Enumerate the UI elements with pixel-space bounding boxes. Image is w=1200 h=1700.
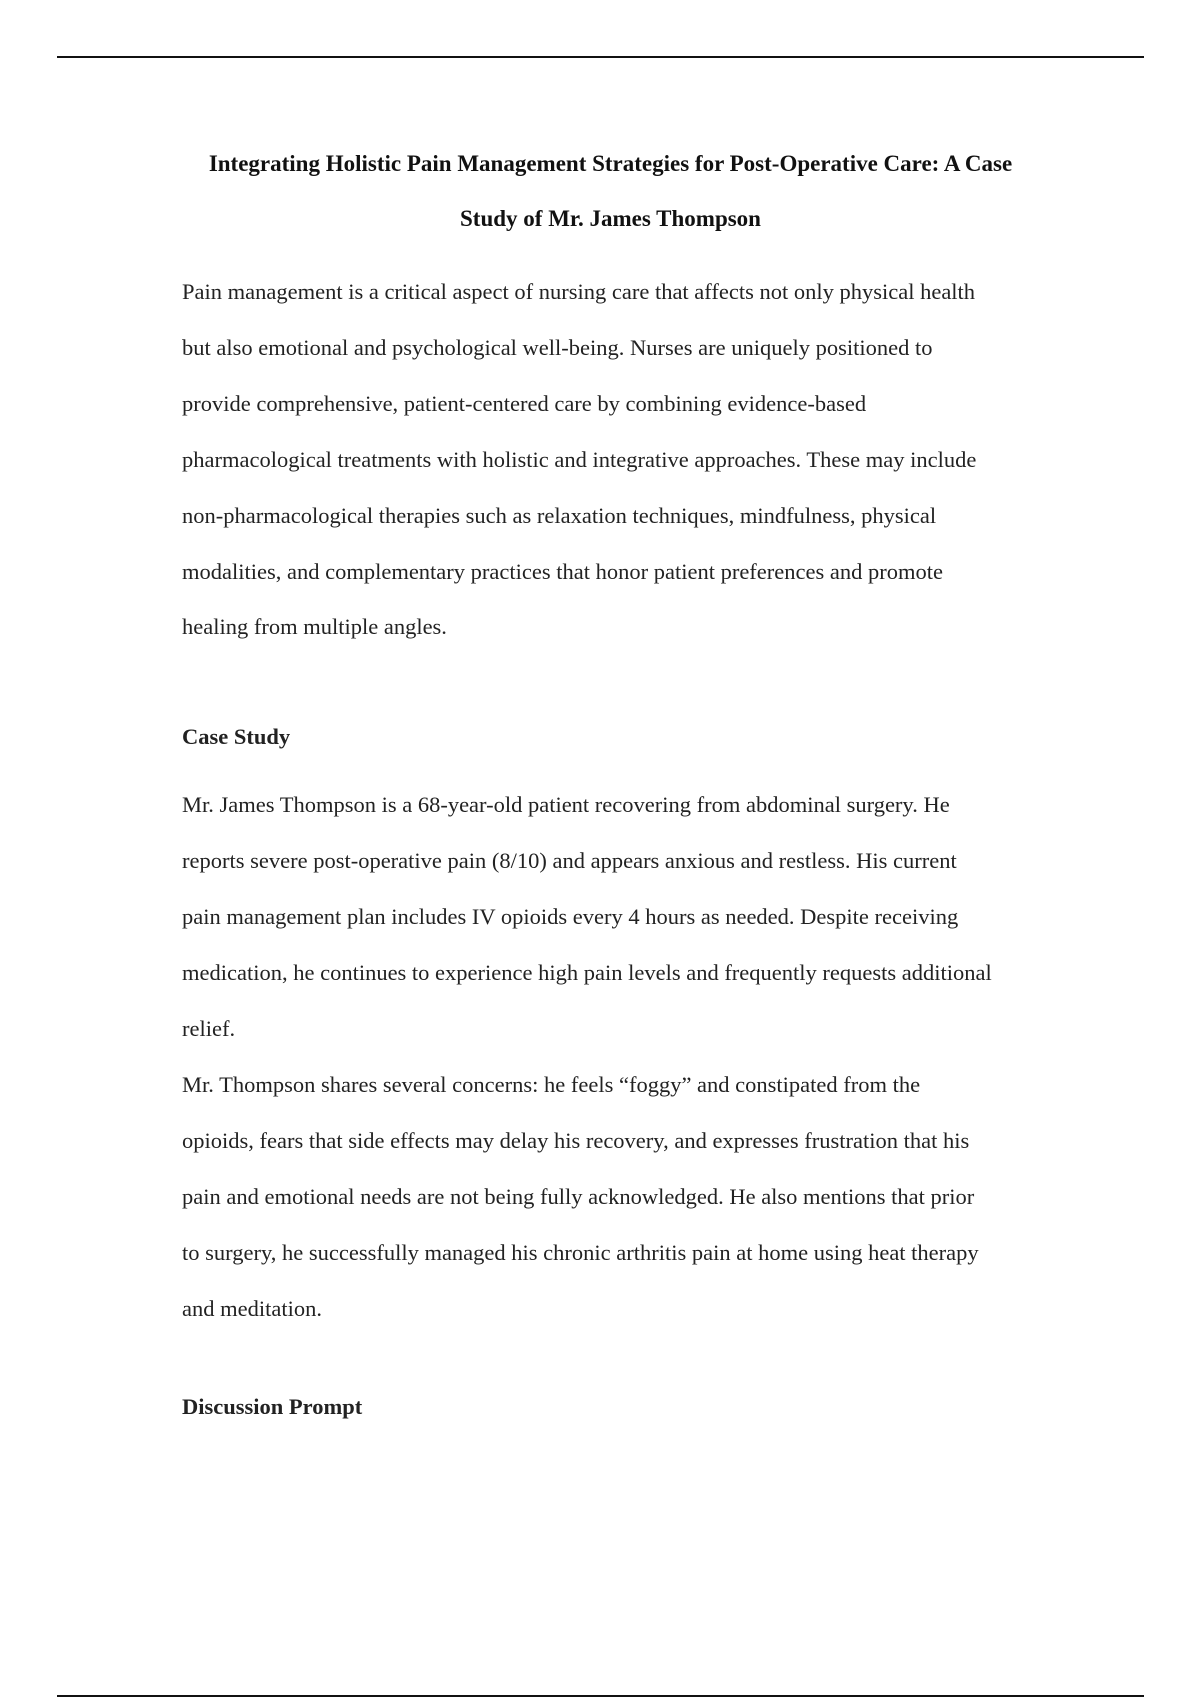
text-line: and meditation. (182, 1295, 322, 1321)
intro-paragraph (182, 264, 1062, 655)
discussion-prompt-heading: Discussion Prompt (182, 1394, 363, 1419)
concerns-paragraph (182, 1057, 1062, 1337)
text-line: pain management plan includes IV opioids every 4 hours as needed. Despite receiving (182, 903, 959, 929)
text-line: modalities, and complementary practices that honor patient preferences and promote (182, 558, 943, 584)
text-line: but also emotional and psychological well-being. Nurses are uniquely positioned to (182, 334, 933, 360)
case-study-heading: Case Study (182, 724, 291, 749)
bottom-rule (57, 1695, 1144, 1697)
text-line: Pain management is a critical aspect of nursing care that affects not only physical health (182, 279, 976, 304)
document-title (182, 136, 1039, 246)
text-line: pain and emotional needs are not being fully acknowledged. He also mentions that prior (182, 1183, 975, 1209)
text-line: medication, he continues to experience high pain levels and frequently requests additional (182, 959, 992, 985)
text-line: non-pharmacological therapies such as relaxation techniques, mindfulness, physical (182, 502, 937, 528)
title-line: Study of Mr. James Thompson (460, 206, 761, 231)
text-line: provide comprehensive, patient-centered care by combining evidence-based (182, 390, 867, 416)
text-line: healing from multiple angles. (182, 614, 447, 640)
title-line: Integrating Holistic Pain Management Strategies for Post-Operative Care: A Case (208, 151, 1013, 176)
text-line: relief. (182, 1015, 236, 1041)
text-line: pharmacological treatments with holistic and integrative approaches. These may include (182, 446, 977, 472)
text-line: Mr. Thompson shares several concerns: he feels “foggy” and constipated from the (182, 1072, 921, 1097)
text-line: to surgery, he successfully managed his chronic arthritis pain at home using heat therapy (182, 1239, 979, 1265)
text-line: reports severe post-operative pain (8/10) and appears anxious and restless. His current (182, 847, 957, 873)
top-rule (57, 56, 1144, 58)
text-line: opioids, fears that side effects may delay his recovery, and expresses frustration that his (182, 1127, 970, 1153)
case-study-paragraph (182, 777, 1062, 1057)
text-line: Mr. James Thompson is a 68-year-old patient recovering from abdominal surgery. He (182, 792, 950, 817)
